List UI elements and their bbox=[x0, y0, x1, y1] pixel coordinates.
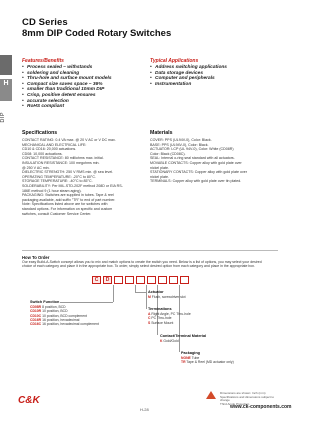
third-angle-label: Third Angle Projection bbox=[220, 401, 250, 406]
spec-line: MECHANICAL AND ELECTRICAL LIFE: bbox=[22, 142, 87, 147]
option-desc: 16 position, hexadecimal bbox=[42, 317, 80, 322]
option-desc: Tape & Reel (MD actuator only) bbox=[186, 360, 234, 365]
spec-line: INSULATION RESISTANCE: 100 megohms min. bbox=[22, 160, 100, 165]
option-desc: PC Thru-hole bbox=[151, 316, 172, 321]
dimension-note: Dimensions are shown: Inch (mm) Specifications and dimensions subject to change bbox=[220, 391, 275, 403]
option-desc: 16 position, hexadecimal complement bbox=[42, 322, 99, 327]
spec-line: CD08: 10,000 actuations. bbox=[22, 151, 63, 156]
option-code: CD10R bbox=[30, 309, 42, 314]
application-item: • Address switching applications bbox=[150, 65, 278, 71]
page-subtitle: 8mm DIP Coded Rotary Switches bbox=[22, 28, 172, 39]
third-angle-icon bbox=[206, 391, 216, 399]
option-row bbox=[148, 295, 186, 299]
option-code: CD08R bbox=[30, 305, 42, 309]
spec-line: CONTACT RESISTANCE: 80 milliohms max. initial. bbox=[22, 156, 104, 161]
materials-list bbox=[150, 138, 270, 184]
spec-line: Note: Specifications listed above are for switches with bbox=[22, 202, 108, 207]
feature-item-text: smaller than traditional 10mm DIP bbox=[27, 87, 105, 93]
option-code: TR bbox=[181, 360, 186, 365]
application-item: • Instrumentation bbox=[150, 82, 278, 88]
option-desc: 10 position, BCD complement bbox=[42, 313, 87, 318]
application-item: • Computer and peripherals bbox=[150, 76, 278, 82]
packaging-label: Packaging bbox=[181, 351, 200, 355]
option-code: C bbox=[148, 316, 151, 321]
terminations-label: Terminations bbox=[148, 307, 172, 311]
connector-line bbox=[60, 302, 113, 303]
option-desc: 10 position, BCD bbox=[42, 309, 68, 314]
option-code: A bbox=[148, 312, 151, 316]
feature-item: • Crisp, positive detent ensures bbox=[22, 93, 134, 99]
switch-function-label: Switch Function bbox=[30, 300, 60, 304]
actuator-options bbox=[148, 295, 186, 299]
terminations-options bbox=[148, 312, 191, 325]
applications-heading: Typical Applications bbox=[150, 58, 199, 64]
spec-line: STORAGE TEMPERATURE: -40°C to 85°C. bbox=[22, 179, 93, 184]
option-desc: Surface Mount bbox=[151, 320, 174, 325]
material-line: BASE: PPS (UL94V-0), Color: Black. bbox=[150, 142, 209, 147]
material-line: TERMINALS: Copper alloy with gold plate over tin plated. bbox=[150, 179, 242, 184]
option-desc: Flush, screwdriver slot bbox=[151, 295, 186, 299]
option-row bbox=[148, 321, 191, 325]
option-row bbox=[160, 339, 179, 343]
spec-line: PACKAGING: Switches are supplied in tubes. Tape & reel bbox=[22, 193, 114, 198]
material-line: MOVABLE CONTACTS: Copper alloy with gold plate over bbox=[150, 160, 242, 165]
page-number: H-28 bbox=[140, 407, 149, 412]
material-line: SEAL: Internal o-ring seal standard with all actuators. bbox=[150, 156, 235, 161]
feature-item: • RoHS compliant bbox=[22, 104, 134, 110]
spec-line: OPERATING TEMPERATURE: -20°C to 80°C. bbox=[22, 174, 96, 179]
option-code: K bbox=[160, 339, 163, 343]
material-line: ACTUATOR: LCP (UL 94V-0), Color: White (CD08R) bbox=[150, 147, 234, 152]
side-vertical-label: DIP bbox=[0, 112, 6, 123]
feature-item: • Thru-hole and surface mount models bbox=[22, 76, 134, 82]
code-box: D bbox=[103, 276, 112, 284]
series-title: CD Series bbox=[22, 17, 68, 28]
spec-line: 186E method 9 (1 hour steam aging). bbox=[22, 188, 82, 193]
features-heading: Features/Benefits bbox=[22, 58, 64, 64]
material-line: nickel plate. bbox=[150, 174, 169, 179]
option-code: S bbox=[148, 320, 151, 325]
material-line: nickel plate. bbox=[150, 165, 169, 170]
spec-line: CONTACT RATING: 0.4 VA max. @ 20 V AC or V DC max. bbox=[22, 138, 116, 142]
contact-material-options bbox=[160, 339, 179, 343]
code-box bbox=[158, 276, 167, 284]
option-row bbox=[181, 360, 234, 364]
material-line: COVER: PPS (UL94V-0), Color: Black. bbox=[150, 138, 212, 142]
contact-material-label: Contact/Terminal Material bbox=[160, 334, 207, 338]
packaging-options bbox=[181, 356, 234, 365]
material-line: Color: Black (CD08C). bbox=[150, 151, 186, 156]
option-code: M bbox=[148, 295, 151, 299]
feature-item-text: accurate selection bbox=[27, 98, 69, 104]
howto-heading: How To Order bbox=[22, 255, 50, 260]
spec-line: standard options. For information on specific and custom bbox=[22, 206, 113, 211]
option-desc: Tube bbox=[191, 356, 200, 360]
spec-line: DIELECTRIC STRENGTH: 250 V RMS min. @ sea level. bbox=[22, 170, 114, 175]
materials-heading: Materials bbox=[150, 130, 173, 136]
spec-line: SOLDERABILITY: Per MIL-STD-202F method 208D or EIA RS- bbox=[22, 183, 123, 188]
spec-line: @ 250 V AC min. bbox=[22, 165, 50, 170]
switch-function-options bbox=[30, 305, 99, 326]
option-code: CD16R bbox=[30, 317, 42, 322]
code-box bbox=[136, 276, 145, 284]
feature-item: • Compact size saves space – 36% bbox=[22, 82, 134, 88]
option-row bbox=[30, 322, 99, 326]
specifications-list bbox=[22, 138, 142, 216]
spec-line: switches, consult Customer Service Center. bbox=[22, 211, 92, 216]
code-box bbox=[180, 276, 189, 284]
option-desc: Right Angle, PC Thru-hole bbox=[151, 312, 191, 316]
option-code: CD10C bbox=[30, 313, 42, 318]
spec-line: packaging available, add suffix "TR" to end of part number. bbox=[22, 197, 116, 202]
ck-logo: C&K bbox=[18, 395, 40, 406]
spec-line: CD10 & CD16: 20,000 actuations. bbox=[22, 147, 77, 152]
application-item: • Data storage devices bbox=[150, 71, 278, 77]
actuator-label: Actuator bbox=[148, 290, 164, 294]
applications-list bbox=[150, 65, 278, 87]
feature-item-text: soldering and cleaning bbox=[27, 70, 80, 76]
code-box: C bbox=[92, 276, 101, 284]
option-desc: 8 position, BCD bbox=[42, 305, 66, 309]
connector-line bbox=[113, 285, 114, 302]
option-code: CD16C bbox=[30, 322, 42, 327]
howto-text: Our easy Build-A-Switch concept allows you to mix and match options to create the switch you need. Below is a list of options, you may select your desired choice of each category and place it in the appropriate box. To order, simply select desired option from each category and place in the appropriate box. bbox=[22, 260, 262, 269]
order-code-boxes bbox=[92, 276, 189, 285]
side-tab-top bbox=[0, 55, 12, 75]
code-box bbox=[125, 276, 134, 284]
website-link[interactable]: www.ck-components.com bbox=[230, 404, 292, 410]
code-box bbox=[147, 276, 156, 284]
specifications-heading: Specifications bbox=[22, 130, 58, 136]
material-line: STATIONARY CONTACTS: Copper alloy with gold plate over bbox=[150, 170, 247, 175]
code-box bbox=[169, 276, 178, 284]
option-code: NONE bbox=[181, 356, 191, 360]
connector-line bbox=[135, 285, 136, 292]
option-desc: Gold/Gold bbox=[163, 339, 179, 343]
features-list bbox=[22, 65, 134, 110]
side-tab-letter: H bbox=[3, 80, 9, 87]
connector-line bbox=[146, 285, 147, 309]
section-divider bbox=[22, 250, 278, 251]
code-box bbox=[114, 276, 123, 284]
feature-item: • Process sealed – withstands bbox=[22, 65, 134, 71]
